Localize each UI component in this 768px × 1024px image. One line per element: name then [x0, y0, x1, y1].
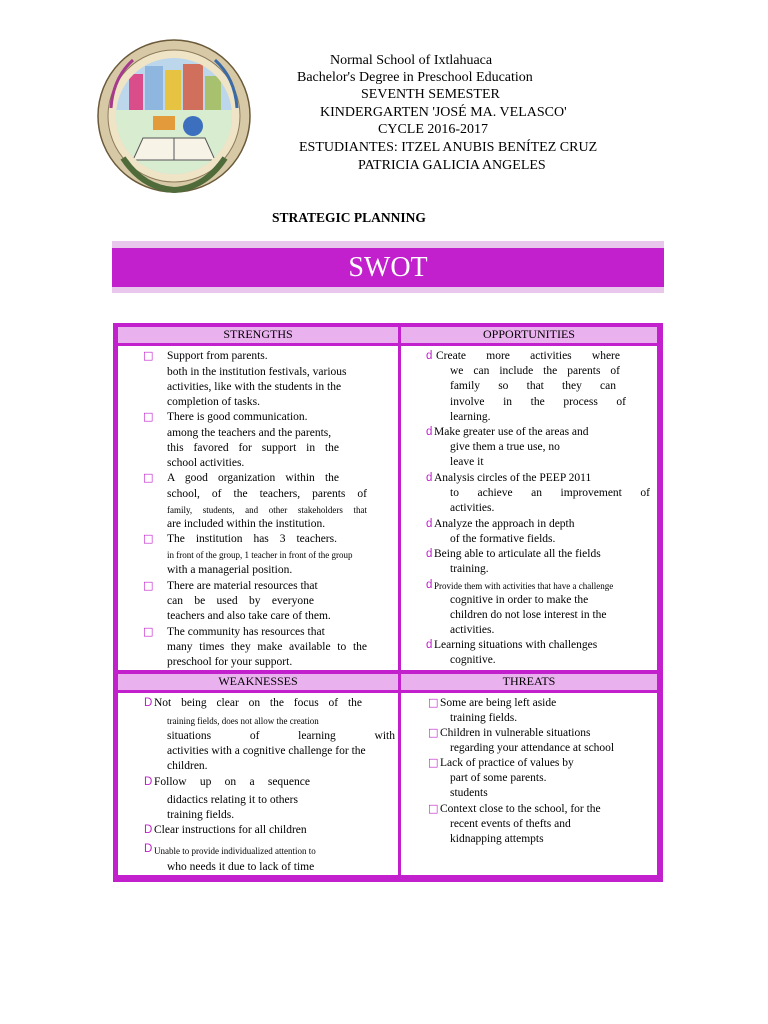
opportunities-line: activities.: [450, 502, 495, 514]
students-line-2: PATRICIA GALICIA ANGELES: [358, 158, 546, 173]
opportunities-line: Learning situations with challenges: [434, 639, 598, 651]
threats-line: Context close to the school, for the: [440, 803, 601, 815]
threats-line: part of some parents.: [450, 772, 547, 784]
school-cycle: CYCLE 2016-2017: [378, 122, 489, 137]
bullet-icon: □: [143, 625, 154, 638]
bullet-icon: □: [428, 756, 439, 769]
threats-line: students: [450, 787, 488, 799]
students-line-1: ESTUDIANTES: ITZEL ANUBIS BENÍTEZ CRUZ: [299, 140, 598, 155]
strengths-line: completion of tasks.: [167, 396, 260, 408]
strengths-line: in front of the group, 1 teacher in front of the group: [167, 550, 353, 560]
strengths-line: The institution has 3 teachers.: [167, 533, 337, 545]
letter-mark: d: [426, 548, 433, 560]
bullet-icon: □: [428, 802, 439, 815]
weaknesses-line: who needs it due to lack of time: [167, 861, 315, 873]
opportunities-line: family so that they can: [450, 380, 616, 392]
weaknesses-line: training fields, does not allow the creation: [167, 716, 319, 726]
strengths-line: among the teachers and the parents,: [167, 427, 332, 439]
weaknesses-line: situations of learning with: [167, 730, 395, 742]
bullet-icon: □: [428, 696, 439, 709]
strengths-line: both in the institution festivals, various: [167, 366, 347, 378]
letter-mark: d: [426, 350, 433, 362]
opportunities-line: children do not lose interest in the: [450, 609, 607, 621]
letter-mark: D: [144, 843, 153, 855]
letter-mark: D: [144, 824, 153, 836]
opportunities-line: we can include the parents of: [450, 365, 620, 377]
strengths-line: school, of the teachers, parents of: [167, 488, 367, 500]
strengths-line: can be used by everyone: [167, 595, 314, 607]
section-title: STRATEGIC PLANNING: [272, 210, 426, 225]
threats-line: Children in vulnerable situations: [440, 727, 591, 739]
school-logo: [93, 38, 255, 196]
letter-mark: D: [144, 697, 153, 709]
opportunities-line: activities.: [450, 624, 495, 636]
threats-line: training fields.: [450, 712, 518, 724]
threats-line: Lack of practice of values by: [440, 757, 574, 769]
threats-heading: THREATS: [401, 674, 657, 690]
degree-name: Bachelor's Degree in Preschool Education: [297, 70, 533, 85]
strengths-heading: STRENGTHS: [118, 327, 398, 343]
opportunities-line: give them a true use, no: [450, 441, 560, 453]
weaknesses-line: children.: [167, 760, 208, 772]
weaknesses-heading: WEAKNESSES: [118, 674, 398, 690]
weaknesses-line: Not being clear on the focus of the: [154, 697, 362, 709]
strengths-line: many times they make available to the: [167, 641, 367, 653]
opportunities-line: Analysis circles of the PEEP 2011: [434, 472, 592, 484]
letter-mark: d: [426, 639, 433, 651]
opportunities-line: Analyze the approach in depth: [434, 518, 575, 530]
strengths-line: are included within the institution.: [167, 518, 326, 530]
weaknesses-line: Follow up on a sequence: [154, 776, 310, 788]
opportunities-line: of the formative fields.: [450, 533, 556, 545]
letter-mark: D: [144, 776, 153, 788]
strengths-line: activities, like with the students in the: [167, 381, 342, 393]
opportunities-line: cognitive in order to make the: [450, 594, 589, 606]
bullet-icon: □: [143, 579, 154, 592]
opportunities-line: Being able to articulate all the fields: [434, 548, 601, 560]
swot-banner-label: SWOT: [348, 252, 428, 283]
weaknesses-line: Clear instructions for all children: [154, 824, 307, 836]
strengths-line: There are material resources that: [167, 580, 318, 592]
threats-line: kidnapping attempts: [450, 833, 544, 845]
opportunities-line: training.: [450, 563, 489, 575]
opportunities-heading: OPPORTUNITIES: [401, 327, 657, 343]
weaknesses-line: activities with a cognitive challenge for the: [167, 745, 366, 757]
opportunities-line: to achieve an improvement of: [450, 487, 650, 499]
weaknesses-line: Unable to provide individualized attention to: [154, 846, 316, 856]
strengths-line: school activities.: [167, 457, 245, 469]
threats-line: regarding your attendance at school: [450, 742, 615, 754]
bullet-icon: □: [143, 471, 154, 484]
kindergarten-name: KINDERGARTEN 'JOSÉ MA. VELASCO': [320, 105, 567, 120]
swot-table: [113, 323, 663, 882]
bullet-icon: □: [143, 349, 154, 362]
threats-line: Some are being left aside: [440, 697, 557, 709]
opportunities-line: learning.: [450, 411, 491, 423]
opportunities-line: involve in the process of: [450, 396, 626, 408]
bullet-icon: □: [143, 410, 154, 423]
strengths-line: A good organization within the: [167, 472, 339, 484]
strengths-line: with a managerial position.: [167, 564, 293, 576]
strengths-line: this favored for support in the: [167, 442, 339, 454]
opportunities-line: cognitive.: [450, 654, 496, 666]
opportunities-line: Make greater use of the areas and: [434, 426, 589, 438]
opportunities-line: Provide them with activities that have a challenge: [434, 581, 614, 591]
opportunities-line: Create more activities where: [436, 350, 620, 362]
letter-mark: d: [426, 472, 433, 484]
strengths-line: teachers and also take care of them.: [167, 610, 331, 622]
letter-mark: d: [426, 518, 433, 530]
strengths-line: There is good communication.: [167, 411, 308, 423]
threats-line: recent events of thefts and: [450, 818, 571, 830]
bullet-icon: □: [428, 726, 439, 739]
swot-banner: [112, 241, 664, 293]
bullet-icon: □: [143, 532, 154, 545]
semester: SEVENTH SEMESTER: [361, 87, 500, 102]
letter-mark: d: [426, 426, 433, 438]
opportunities-line: leave it: [450, 456, 484, 468]
strengths-line: family, students, and other stakeholders that: [167, 505, 367, 515]
school-name: Normal School of Ixtlahuaca: [330, 53, 493, 68]
strengths-line: The community has resources that: [167, 626, 325, 638]
weaknesses-line: training fields.: [167, 809, 235, 821]
strengths-line: preschool for your support.: [167, 656, 293, 668]
letter-mark: d: [426, 579, 433, 591]
weaknesses-line: didactics relating it to others: [167, 794, 298, 806]
strengths-line: Support from parents.: [167, 350, 268, 362]
